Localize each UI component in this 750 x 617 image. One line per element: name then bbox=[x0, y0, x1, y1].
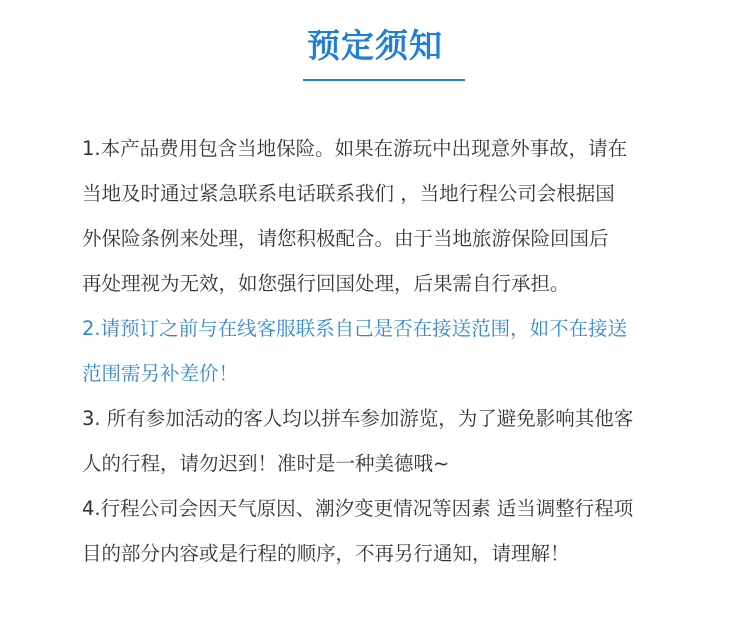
notice-line: 目的部分内容或是行程的顺序，不再另行通知，请理解！ bbox=[82, 542, 570, 565]
notice-line: 1.本产品费用包含当地保险。如果在游玩中出现意外事故，请在 bbox=[82, 137, 628, 160]
notice-item-1 bbox=[82, 126, 682, 306]
notice-line: 外保险条例来处理，请您积极配合。由于当地旅游保险回国后 bbox=[82, 227, 609, 250]
notice-line: 人的行程，请勿迟到！准时是一种美德哦~ bbox=[82, 452, 450, 475]
notice-line: 再处理视为无效，如您强行回国处理，后果需自行承担。 bbox=[82, 272, 570, 295]
notice-line-highlight: 2.请预订之前与在线客服联系自己是否在接送范围，如不在接送 bbox=[82, 317, 628, 340]
notice-line: 4.行程公司会因天气原因、潮汐变更情况等因素 适当调整行程项 bbox=[82, 497, 634, 520]
title-block bbox=[0, 22, 750, 70]
notice-list bbox=[82, 126, 682, 576]
page-title: 预定须知 bbox=[307, 26, 443, 65]
notice-item-4 bbox=[82, 486, 682, 576]
notice-line: 3. 所有参加活动的客人均以拼车参加游览，为了避免影响其他客 bbox=[82, 407, 634, 430]
notice-item-2 bbox=[82, 306, 682, 396]
notice-item-3 bbox=[82, 396, 682, 486]
notice-line-highlight: 范围需另补差价！ bbox=[82, 362, 239, 385]
title-underline bbox=[303, 79, 465, 81]
notice-line: 当地及时通过紧急联系电话联系我们 ，当地行程公司会根据国 bbox=[82, 182, 615, 205]
